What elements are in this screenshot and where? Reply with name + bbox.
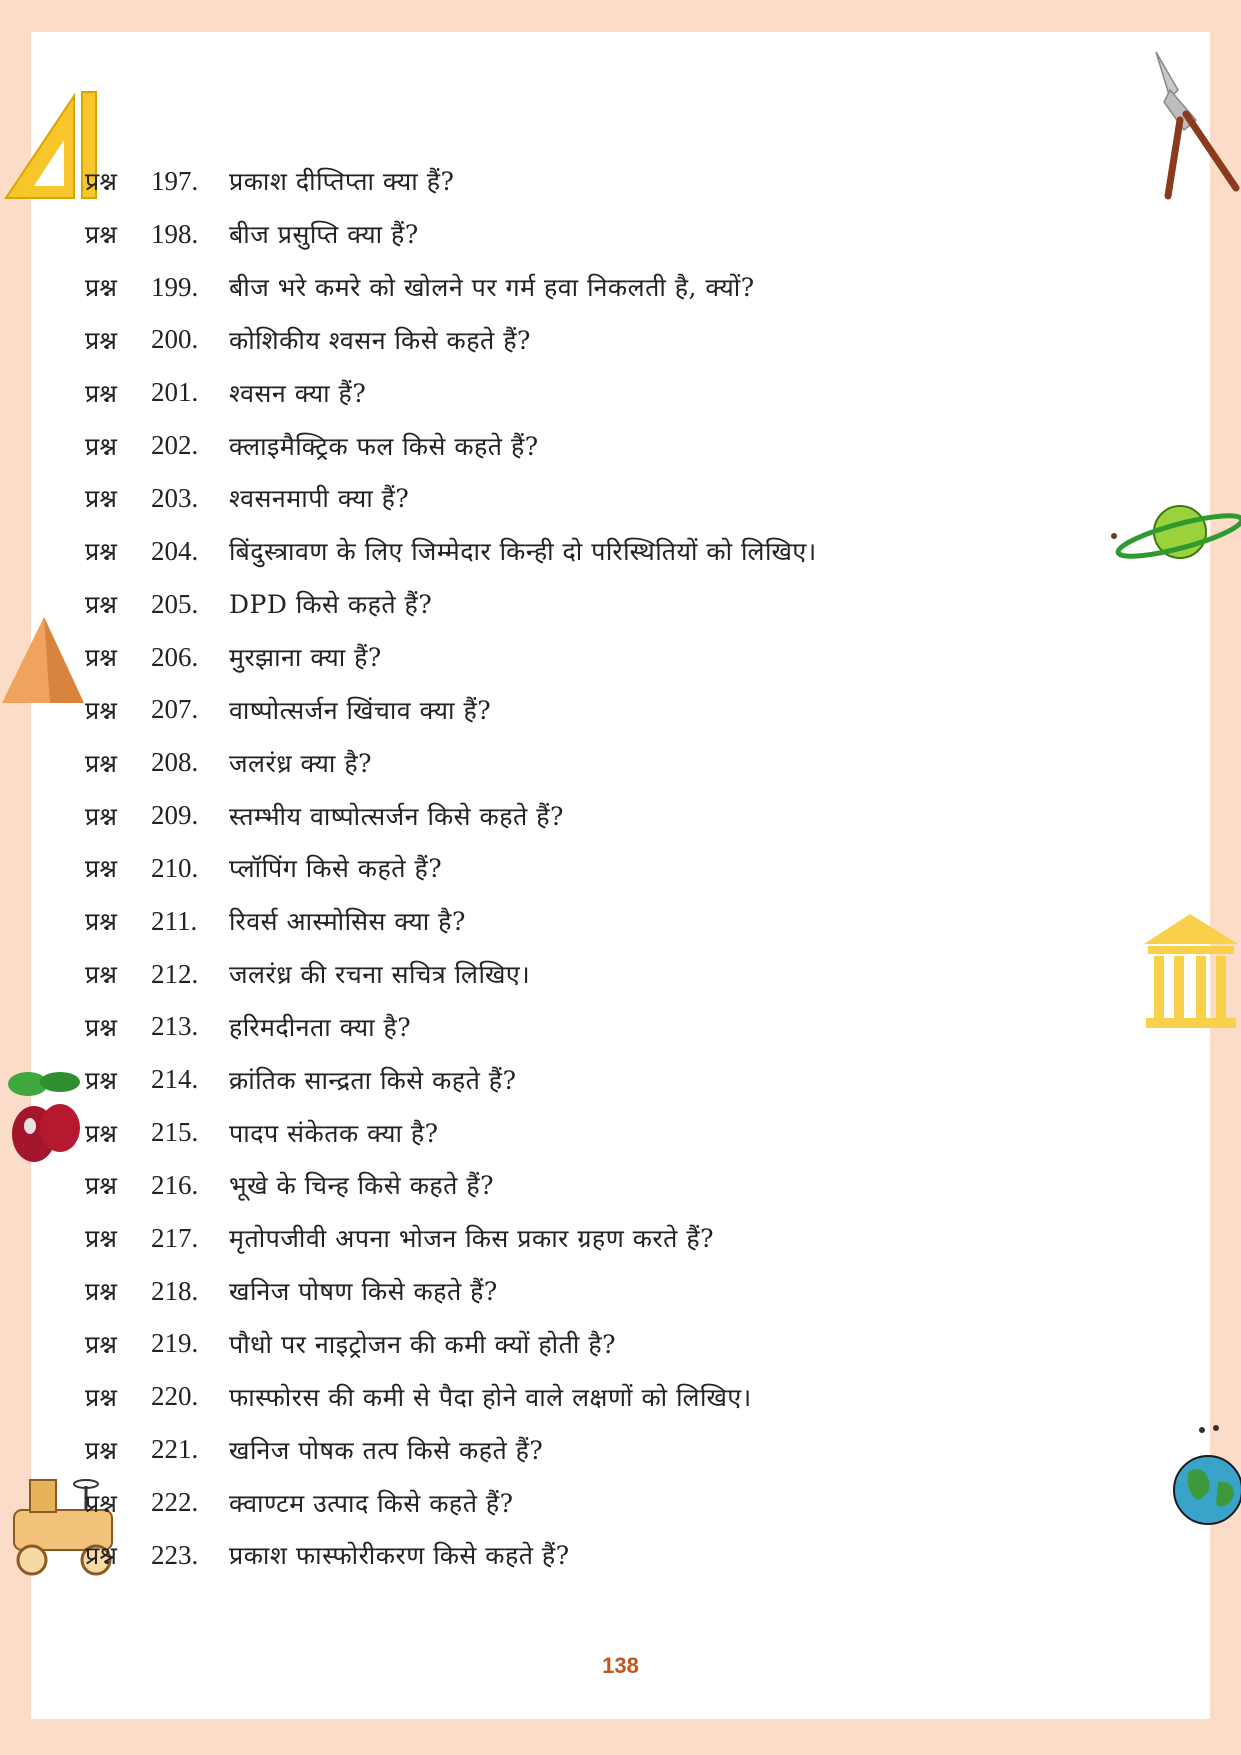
question-text: खनिज पोषक तत्प किसे कहते हैं? xyxy=(229,1435,544,1465)
question-label: प्रश्न xyxy=(85,1541,117,1571)
question-number: 213. xyxy=(151,1011,199,1042)
question-text: पादप संकेतक क्या है? xyxy=(229,1118,439,1148)
question-number: 209. xyxy=(151,800,199,831)
question-item xyxy=(85,895,817,948)
question-number: 223. xyxy=(151,1539,199,1570)
question-text: वाष्पोत्सर्जन खिंचाव क्या हैं? xyxy=(229,695,492,725)
question-item xyxy=(85,1423,817,1476)
question-item xyxy=(85,1476,817,1529)
question-item xyxy=(85,208,817,261)
question-number: 215. xyxy=(151,1117,199,1148)
question-number: 201. xyxy=(151,377,199,408)
question-number: 198. xyxy=(151,218,199,249)
question-label: प्रश्न xyxy=(85,1065,117,1095)
question-text: हरिमदीनता क्या है? xyxy=(229,1012,412,1042)
question-number: 222. xyxy=(151,1487,199,1518)
question-text: पौधो पर नाइट्रोजन की कमी क्यों होती है? xyxy=(229,1329,617,1359)
question-label: प्रश्न xyxy=(85,220,117,250)
question-item xyxy=(85,1318,817,1371)
kidney-bean-seedling-icon xyxy=(4,1060,86,1166)
question-label: प्रश्न xyxy=(85,1435,117,1465)
question-text: क्लाइमैक्ट्रिक फल किसे कहते हैं? xyxy=(229,431,539,461)
question-label: प्रश्न xyxy=(85,273,117,303)
question-label: प्रश्न xyxy=(85,695,117,725)
question-text: रिवर्स आस्मोसिस क्या है? xyxy=(229,907,466,937)
question-text: खनिज पोषण किसे कहते हैं? xyxy=(229,1277,498,1307)
question-label: प्रश्न xyxy=(85,801,117,831)
page-number: 138 xyxy=(602,1653,639,1678)
question-text: बिंदुस्त्रावण के लिए जिम्मेदार किन्ही दो परिस्थितियों को लिखिए। xyxy=(229,537,817,567)
question-item xyxy=(85,155,817,208)
question-number: 218. xyxy=(151,1275,199,1306)
question-number: 206. xyxy=(151,641,199,672)
question-label: प्रश्न xyxy=(85,431,117,461)
question-item xyxy=(85,1106,817,1159)
question-text: DPD किसे कहते हैं? xyxy=(229,590,433,620)
question-item xyxy=(85,578,817,631)
question-label: प्रश्न xyxy=(85,643,117,673)
question-text: जलरंध्र क्या है? xyxy=(229,748,373,778)
question-item xyxy=(85,842,817,895)
question-label: प्रश्न xyxy=(85,748,117,778)
question-label: प्रश्न xyxy=(85,960,117,990)
greek-temple-icon xyxy=(1140,910,1241,1030)
question-text: बीज भरे कमरे को खोलने पर गर्म हवा निकलती है, क्यों? xyxy=(229,273,755,303)
question-text: फास्फोरस की कमी से पैदा होने वाले लक्षणों को लिखिए। xyxy=(229,1382,752,1412)
question-label: प्रश्न xyxy=(85,484,117,514)
question-item xyxy=(85,525,817,578)
question-item xyxy=(85,314,817,367)
question-number: 202. xyxy=(151,430,199,461)
question-label: प्रश्न xyxy=(85,854,117,884)
question-item xyxy=(85,1265,817,1318)
question-item xyxy=(85,1212,817,1265)
question-label: प्रश्न xyxy=(85,537,117,567)
question-list xyxy=(85,155,817,1582)
question-text: मुरझाना क्या हैं? xyxy=(229,643,382,673)
question-label: प्रश्न xyxy=(85,167,117,197)
question-number: 205. xyxy=(151,588,199,619)
question-item xyxy=(85,736,817,789)
question-label: प्रश्न xyxy=(85,1012,117,1042)
question-item xyxy=(85,1001,817,1054)
question-number: 199. xyxy=(151,271,199,302)
question-item xyxy=(85,1053,817,1106)
question-label: प्रश्न xyxy=(85,1382,117,1412)
question-item xyxy=(85,948,817,1001)
question-label: प्रश्न xyxy=(85,1118,117,1148)
question-number: 210. xyxy=(151,852,199,883)
question-label: प्रश्न xyxy=(85,1171,117,1201)
question-item xyxy=(85,1529,817,1582)
question-number: 216. xyxy=(151,1169,199,1200)
question-number: 207. xyxy=(151,694,199,725)
question-number: 221. xyxy=(151,1434,199,1465)
question-text: श्वसन क्या हैं? xyxy=(229,378,367,408)
question-text: बीज प्रसुप्ति क्या हैं? xyxy=(229,220,419,250)
question-number: 200. xyxy=(151,324,199,355)
question-number: 197. xyxy=(151,165,199,196)
question-text: मृतोपजीवी अपना भोजन किस प्रकार ग्रहण करते हैं? xyxy=(229,1224,715,1254)
saturn-planet-icon xyxy=(1110,500,1241,570)
question-number: 219. xyxy=(151,1328,199,1359)
question-number: 203. xyxy=(151,482,199,513)
question-label: प्रश्न xyxy=(85,378,117,408)
question-number: 208. xyxy=(151,747,199,778)
question-text: क्रांतिक सान्द्रता किसे कहते हैं? xyxy=(229,1065,517,1095)
question-number: 220. xyxy=(151,1381,199,1412)
question-label: प्रश्न xyxy=(85,1224,117,1254)
question-label: प्रश्न xyxy=(85,325,117,355)
earth-globe-icon xyxy=(1168,1420,1241,1530)
question-item xyxy=(85,789,817,842)
question-text: प्रकाश दीप्तिप्ता क्या हैं? xyxy=(229,167,455,197)
pruning-shears-icon xyxy=(1150,50,1240,200)
question-item xyxy=(85,1159,817,1212)
question-text: जलरंध्र की रचना सचित्र लिखिए। xyxy=(229,960,531,990)
question-label: प्रश्न xyxy=(85,1277,117,1307)
question-text: क्वाण्टम उत्पाद किसे कहते हैं? xyxy=(229,1488,514,1518)
question-label: प्रश्न xyxy=(85,1488,117,1518)
question-text: प्लॉपिंग किसे कहते हैं? xyxy=(229,854,443,884)
question-text: कोशिकीय श्वसन किसे कहते हैं? xyxy=(229,325,531,355)
question-text: स्तम्भीय वाष्पोत्सर्जन किसे कहते हैं? xyxy=(229,801,564,831)
question-item xyxy=(85,631,817,684)
question-number: 211. xyxy=(151,905,198,936)
question-item xyxy=(85,261,817,314)
question-text: श्वसनमापी क्या हैं? xyxy=(229,484,410,514)
question-item xyxy=(85,366,817,419)
pyramid-icon xyxy=(0,615,85,705)
question-label: प्रश्न xyxy=(85,1329,117,1359)
question-label: प्रश्न xyxy=(85,907,117,937)
question-number: 212. xyxy=(151,958,199,989)
question-item xyxy=(85,683,817,736)
question-number: 214. xyxy=(151,1064,199,1095)
question-item xyxy=(85,1370,817,1423)
question-number: 204. xyxy=(151,535,199,566)
question-item xyxy=(85,472,817,525)
question-text: भूखे के चिन्ह किसे कहते हैं? xyxy=(229,1171,495,1201)
question-label: प्रश्न xyxy=(85,590,117,620)
question-text: प्रकाश फास्फोरीकरण किसे कहते हैं? xyxy=(229,1541,570,1571)
question-number: 217. xyxy=(151,1222,199,1253)
question-item xyxy=(85,419,817,472)
